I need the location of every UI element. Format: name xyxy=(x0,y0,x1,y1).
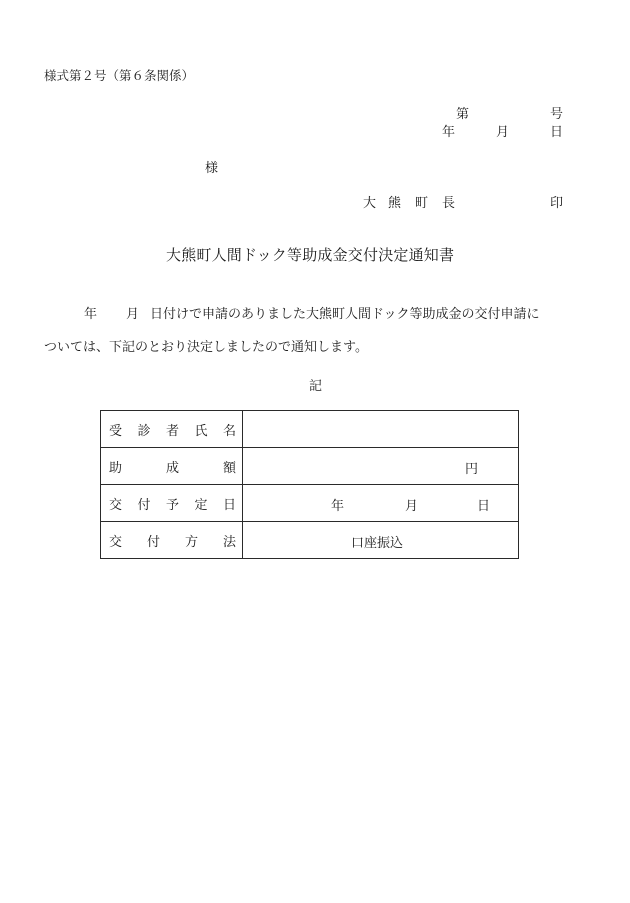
label-char: 付 xyxy=(137,497,151,513)
date-month-label: 月 xyxy=(405,499,419,514)
label-char: 定 xyxy=(194,497,208,513)
payment-method-label xyxy=(101,522,243,559)
table-row xyxy=(101,485,519,522)
body-line-2: ついては、下記のとおり決定しましたので通知します。 xyxy=(44,340,368,355)
yen-unit: 円 xyxy=(465,462,479,477)
ki-heading: 記 xyxy=(309,379,323,394)
body-text: 日付けで申請のありました大熊町人間ドック等助成金の交付申請に xyxy=(150,307,540,322)
label-char: 助 xyxy=(109,460,123,476)
grant-amount-value xyxy=(243,448,519,485)
label-char: 交 xyxy=(109,534,123,550)
form-number: 様式第２号（第６条関係） xyxy=(44,68,195,83)
label-char: 額 xyxy=(222,460,236,476)
recipient-name-value xyxy=(243,411,519,448)
date-month-label: 月 xyxy=(496,125,510,140)
label-char: 成 xyxy=(165,460,179,476)
body-month-label: 月 xyxy=(126,307,140,322)
label-char: 付 xyxy=(146,534,160,550)
date-year-label: 年 xyxy=(442,125,456,140)
label-char: 交 xyxy=(109,497,123,513)
label-char: 日 xyxy=(222,497,236,513)
date-day-label: 日 xyxy=(477,499,491,514)
body-year-label: 年 xyxy=(84,307,98,322)
grant-details-table xyxy=(100,410,519,559)
issuer-char: 町 xyxy=(415,196,429,211)
payment-date-value xyxy=(243,485,519,522)
label-char: 名 xyxy=(222,423,236,439)
label-char: 方 xyxy=(184,534,198,550)
addressee-honorific: 様 xyxy=(205,161,219,176)
issuer-char: 大 xyxy=(363,196,377,211)
issuer-char: 熊 xyxy=(388,196,402,211)
payment-method-value xyxy=(243,522,519,559)
label-char: 法 xyxy=(222,534,236,550)
label-char: 者 xyxy=(165,423,179,439)
label-char: 予 xyxy=(165,497,179,513)
document-number-prefix: 第 xyxy=(456,107,470,122)
label-char: 受 xyxy=(109,423,123,439)
payment-method-text: 口座振込 xyxy=(351,536,404,551)
document-number-suffix: 号 xyxy=(550,107,564,122)
date-year-label: 年 xyxy=(331,499,345,514)
table-row xyxy=(101,411,519,448)
issuer-char: 長 xyxy=(442,196,456,211)
seal-mark: 印 xyxy=(550,196,564,211)
label-char: 氏 xyxy=(194,423,208,439)
payment-date-label xyxy=(101,485,243,522)
table-row xyxy=(101,522,519,559)
date-day-label: 日 xyxy=(550,125,564,140)
grant-amount-label xyxy=(101,448,243,485)
recipient-name-label xyxy=(101,411,243,448)
table-row xyxy=(101,448,519,485)
label-char: 診 xyxy=(137,423,151,439)
document-title: 大熊町人間ドック等助成金交付決定通知書 xyxy=(166,246,455,264)
